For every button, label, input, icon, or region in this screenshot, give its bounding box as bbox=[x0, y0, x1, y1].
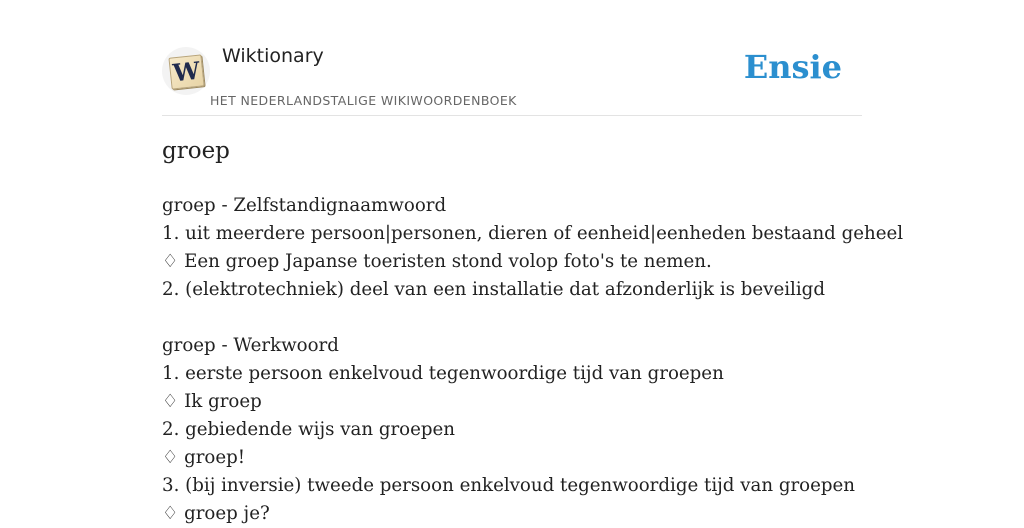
entry-heading: groep - Werkwoord bbox=[162, 335, 339, 356]
wiktionary-logo-icon[interactable] bbox=[162, 47, 210, 95]
ensie-brand-link[interactable]: Ensie bbox=[743, 48, 842, 86]
example-line: ♢ groep je? bbox=[162, 503, 270, 524]
definition-content bbox=[162, 192, 904, 528]
entry-heading: groep - Zelfstandignaamwoord bbox=[162, 195, 447, 216]
logo-letter: W bbox=[168, 54, 204, 89]
example-line: ♢ groep! bbox=[162, 447, 246, 468]
site-header bbox=[162, 0, 862, 116]
site-name[interactable]: Wiktionary bbox=[222, 45, 324, 67]
page-title: groep bbox=[162, 138, 230, 164]
definition-line: 1. uit meerdere persoon|personen, dieren of eenheid|eenheden bestaand geheel bbox=[162, 223, 904, 244]
definition-line: 2. gebiedende wijs van groepen bbox=[162, 419, 455, 440]
definition-line: 2. (elektrotechniek) deel van een installatie dat afzonderlijk is beveiligd bbox=[162, 279, 825, 300]
site-tagline: HET NEDERLANDSTALIGE WIKIWOORDENBOEK bbox=[210, 93, 517, 108]
example-line: ♢ Ik groep bbox=[162, 391, 262, 412]
definition-line: 1. eerste persoon enkelvoud tegenwoordige tijd van groepen bbox=[162, 363, 724, 384]
example-line: ♢ Een groep Japanse toeristen stond volop foto's te nemen. bbox=[162, 251, 712, 272]
entry-verb bbox=[162, 332, 862, 528]
page bbox=[162, 0, 904, 524]
entry-spacer bbox=[162, 304, 862, 332]
entry-noun bbox=[162, 192, 904, 304]
definition-line: 3. (bij inversie) tweede persoon enkelvoud tegenwoordige tijd van groepen bbox=[162, 475, 855, 496]
